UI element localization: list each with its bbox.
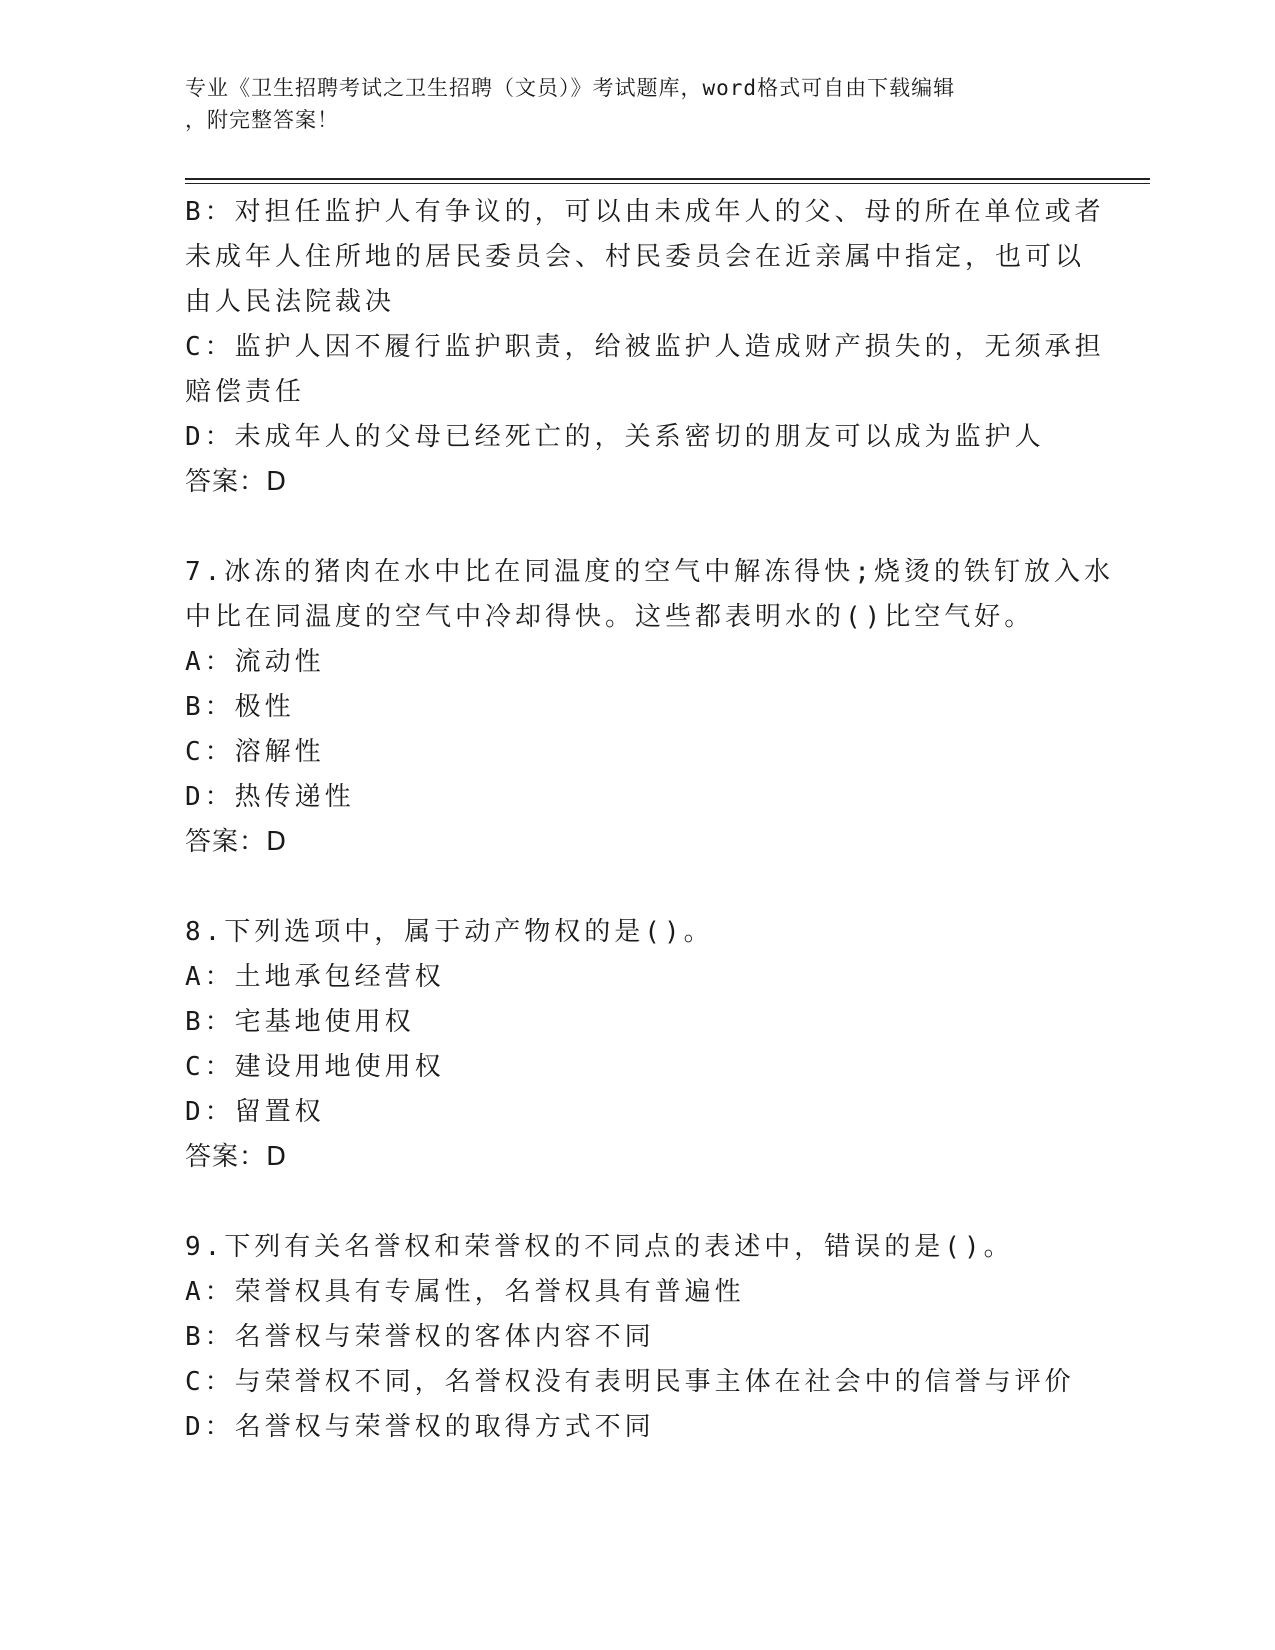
- question-6-tail: [185, 190, 1105, 505]
- question-9: [185, 1225, 1075, 1450]
- q6-option-d: D：未成年人的父母已经死亡的，关系密切的朋友可以成为监护人: [185, 422, 1045, 452]
- q8-option-a: A：土地承包经营权: [185, 962, 445, 992]
- q7-answer: 答案：D: [185, 827, 288, 857]
- header-line-1: 专业《卫生招聘考试之卫生招聘（文员）》考试题库，word格式可自由下载编辑: [185, 76, 956, 100]
- q8-stem: 8.下列选项中，属于动产物权的是()。: [185, 917, 714, 947]
- q7-stem-line-1: 7.冰冻的猪肉在水中比在同温度的空气中解冻得快;烧烫的铁钉放入水: [185, 557, 1114, 587]
- q6-option-b-line-2: 未成年人住所地的居民委员会、村民委员会在近亲属中指定，也可以: [185, 242, 1086, 272]
- q7-option-c: C：溶解性: [185, 737, 325, 767]
- question-content: [185, 190, 1114, 1450]
- question-8: [185, 910, 1075, 1180]
- q6-option-b-line-1: B：对担任监护人有争议的，可以由未成年人的父、母的所在单位或者: [185, 197, 1105, 227]
- document-header: [185, 72, 1085, 136]
- q8-option-c: C：建设用地使用权: [185, 1052, 445, 1082]
- q8-option-d: D：留置权: [185, 1097, 325, 1127]
- q6-option-c-line-2: 赔偿责任: [185, 377, 306, 407]
- q7-option-b: B：极性: [185, 692, 295, 722]
- q6-answer: 答案：D: [185, 467, 288, 497]
- q7-option-d: D：热传递性: [185, 782, 355, 812]
- q8-option-b: B：宅基地使用权: [185, 1007, 415, 1037]
- q7-stem-line-2: 中比在同温度的空气中冷却得快。这些都表明水的()比空气好。: [185, 602, 1035, 632]
- q9-stem: 9.下列有关名誉权和荣誉权的不同点的表述中，错误的是()。: [185, 1232, 1014, 1262]
- question-7: [185, 550, 1114, 865]
- q9-option-a: A：荣誉权具有专属性，名誉权具有普遍性: [185, 1277, 745, 1307]
- q8-answer: 答案：D: [185, 1142, 288, 1172]
- q6-option-c-line-1: C：监护人因不履行监护职责，给被监护人造成财产损失的，无须承担: [185, 332, 1105, 362]
- q9-option-d: D：名誉权与荣誉权的取得方式不同: [185, 1412, 655, 1442]
- spacer: [185, 505, 1075, 550]
- q7-option-a: A：流动性: [185, 647, 325, 677]
- spacer: [185, 865, 1075, 910]
- q9-option-b: B：名誉权与荣誉权的客体内容不同: [185, 1322, 655, 1352]
- q6-option-b-line-3: 由人民法院裁决: [185, 287, 396, 317]
- header-line-2: ，附完整答案！: [185, 108, 339, 132]
- header-rule-thick: [185, 178, 1150, 180]
- spacer: [185, 1180, 1075, 1225]
- header-rule-thin: [185, 183, 1150, 184]
- q9-option-c: C：与荣誉权不同，名誉权没有表明民事主体在社会中的信誉与评价: [185, 1367, 1075, 1397]
